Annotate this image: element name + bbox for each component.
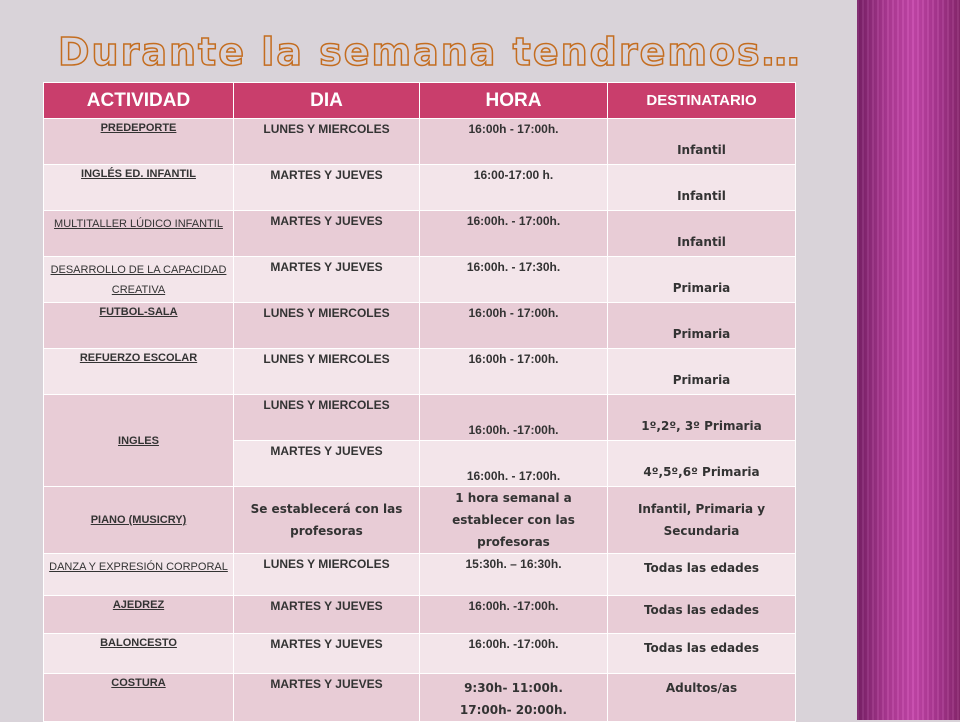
activity-cell: DESARROLLO DE LA CAPACIDAD CREATIVA: [44, 257, 234, 303]
time-cell: 16:00h. - 17:30h.: [420, 257, 608, 303]
slide-title: Durante la semana tendremos…: [58, 30, 802, 74]
table-row: [44, 349, 796, 395]
time-cell: 16:00h - 17:00h.: [420, 303, 608, 349]
day-cell: LUNES Y MIERCOLES: [234, 395, 420, 441]
activities-table: [43, 82, 796, 722]
day-cell: MARTES Y JUEVES: [234, 211, 420, 257]
audience-cell: Infantil: [608, 211, 796, 257]
activity-cell: FUTBOL-SALA: [44, 303, 234, 349]
time-cell: [420, 674, 608, 722]
audience-cell: Primaria: [608, 257, 796, 303]
day-cell: Se establecerá con las profesoras: [234, 487, 420, 554]
audience-cell: Todas las edades: [608, 596, 796, 634]
activity-cell: BALONCESTO: [44, 634, 234, 674]
day-cell: MARTES Y JUEVES: [234, 634, 420, 674]
time-line: 17:00h- 20:00h.: [459, 703, 568, 717]
header-destinatario: DESTINATARIO: [608, 83, 796, 119]
audience-cell: Todas las edades: [608, 634, 796, 674]
activity-cell: INGLÉS ED. INFANTIL: [44, 165, 234, 211]
time-cell: 16:00h. - 17:00h.: [420, 211, 608, 257]
audience-cell: Adultos/as: [608, 674, 796, 722]
activity-cell: PIANO (MUSICRY): [44, 487, 234, 554]
table-header-row: [44, 83, 796, 119]
audience-cell: Primaria: [608, 349, 796, 395]
day-cell: LUNES Y MIERCOLES: [234, 303, 420, 349]
time-cell: 15:30h. – 16:30h.: [420, 554, 608, 596]
audience-cell: Infantil: [608, 165, 796, 211]
activity-cell: PREDEPORTE: [44, 119, 234, 165]
time-cell: 16:00h - 17:00h.: [420, 119, 608, 165]
time-line: 9:30h- 11:00h.: [464, 681, 563, 695]
day-cell: MARTES Y JUEVES: [234, 165, 420, 211]
day-cell: LUNES Y MIERCOLES: [234, 554, 420, 596]
table-row: [44, 257, 796, 303]
day-cell: MARTES Y JUEVES: [234, 674, 420, 722]
audience-cell: Infantil: [608, 119, 796, 165]
time-cell: 16:00-17:00 h.: [420, 165, 608, 211]
activity-cell: AJEDREZ: [44, 596, 234, 634]
time-cell: 16:00h. -17:00h.: [420, 395, 608, 441]
table-row: [44, 674, 796, 722]
audience-cell: Infantil, Primaria y Secundaria: [608, 487, 796, 554]
audience-cell: Primaria: [608, 303, 796, 349]
table-row: [44, 119, 796, 165]
activity-cell: COSTURA: [44, 674, 234, 722]
audience-cell: 4º,5º,6º Primaria: [608, 441, 796, 487]
day-cell: MARTES Y JUEVES: [234, 596, 420, 634]
table-row: [44, 211, 796, 257]
day-cell: MARTES Y JUEVES: [234, 257, 420, 303]
audience-cell: Todas las edades: [608, 554, 796, 596]
activity-cell: INGLES: [44, 395, 234, 487]
table-row: [44, 487, 796, 554]
header-dia: DIA: [234, 83, 420, 119]
table-row: [44, 303, 796, 349]
time-cell: 16:00h. -17:00h.: [420, 634, 608, 674]
audience-cell: 1º,2º, 3º Primaria: [608, 395, 796, 441]
time-cell: 16:00h - 17:00h.: [420, 349, 608, 395]
activity-cell: REFUERZO ESCOLAR: [44, 349, 234, 395]
header-hora: HORA: [420, 83, 608, 119]
table-row: [44, 554, 796, 596]
day-cell: LUNES Y MIERCOLES: [234, 119, 420, 165]
table-row: [44, 596, 796, 634]
header-actividad: ACTIVIDAD: [44, 83, 234, 119]
table-row: [44, 165, 796, 211]
day-cell: LUNES Y MIERCOLES: [234, 349, 420, 395]
day-cell: MARTES Y JUEVES: [234, 441, 420, 487]
table-row: [44, 634, 796, 674]
decorative-side-band: [857, 0, 960, 720]
activity-cell: DANZA Y EXPRESIÓN CORPORAL: [44, 554, 234, 596]
time-cell: 1 hora semanal a establecer con las profesoras: [420, 487, 608, 554]
table-row: [44, 395, 796, 441]
activity-cell: MULTITALLER LÚDICO INFANTIL: [44, 211, 234, 257]
time-cell: 16:00h. -17:00h.: [420, 596, 608, 634]
time-cell: 16:00h. - 17:00h.: [420, 441, 608, 487]
